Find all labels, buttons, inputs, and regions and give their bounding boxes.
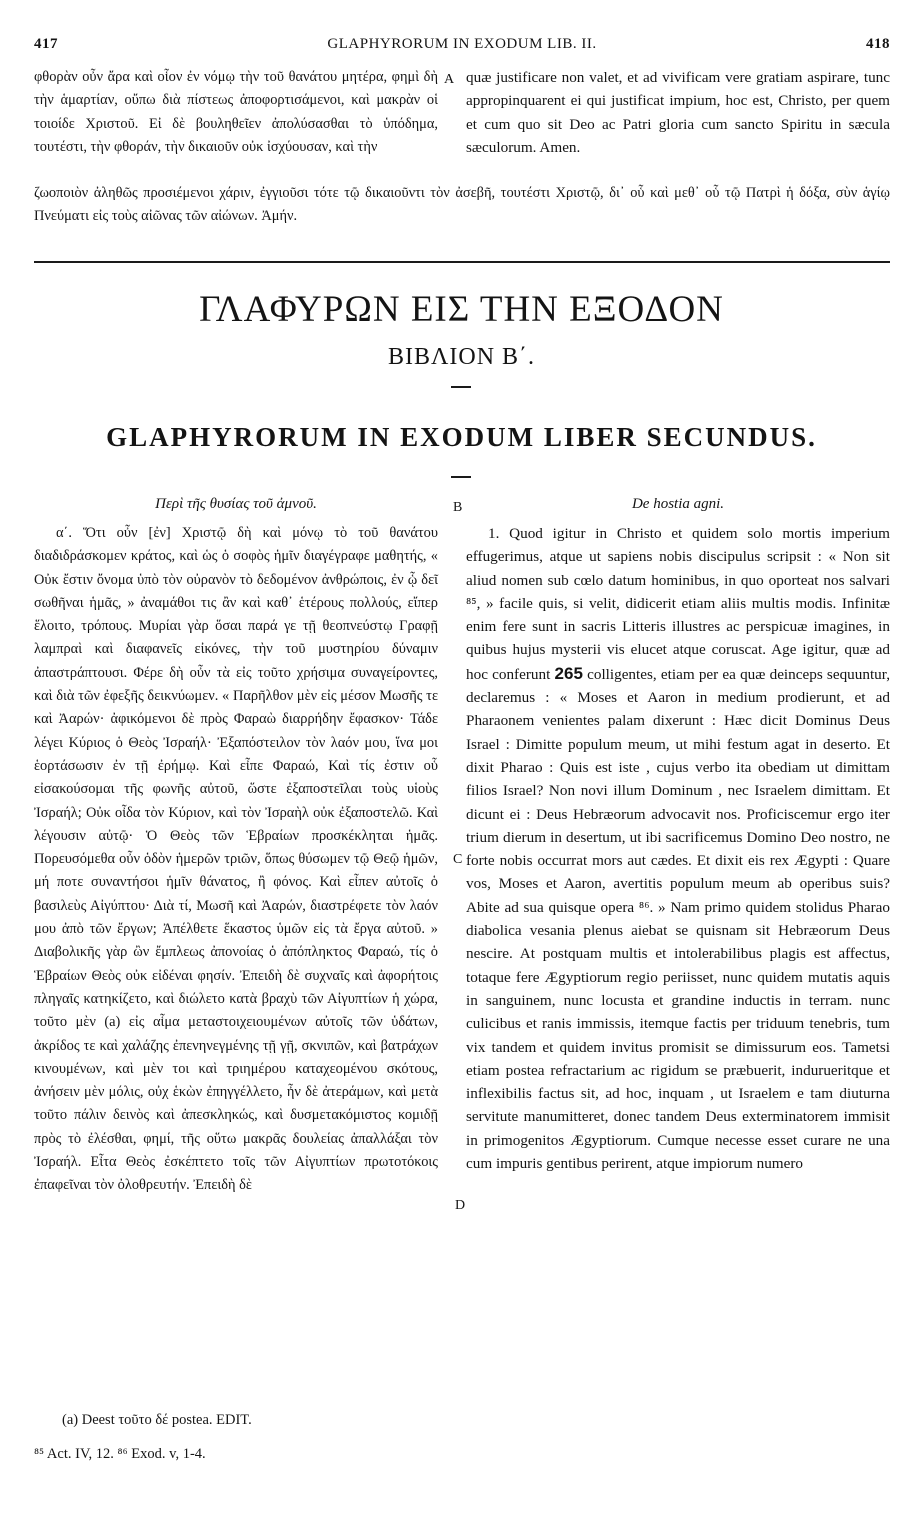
right-page-number: 418 [866,36,890,52]
latin-text-before: 1. Quod igitur in Christo et quidem solo mortis imperium effugerimus, atque ut sapiens nobis discipulus scripsit : « Non sit aliud nomen sub cœlo datum hominibus, in quo oporteat nos salvari ⁸⁵, » facile quis, si velit, didicerit etiam aliis multis modis. Infinitæ enim fere sunt in sacris Litteris illustres ac perspicuæ imagines, in quibus hujus mysterii vis elucet atque coruscat. Age igitur, quæ ad hoc conferunt [466,525,890,683]
greek-book-title: ΒΙΒΛΙΟΝ Β΄. [387,344,536,370]
margin-letter-c: C [453,852,463,867]
left-page-number: 417 [34,36,58,52]
greek-title: ΓΛΑΦΥΡΩΝ ΕΙΣ ΤΗΝ ΕΞΟΔΟΝ [199,289,724,330]
margin-letter-b: B [453,500,463,515]
title-rule-1 [451,386,471,388]
footnote-a: (a) Deest τοῦτο δέ postea. EDIT. [62,1412,252,1428]
column-number-265: 265 [554,663,583,683]
footnote-references: ⁸⁵ Act. IV, 12. ⁸⁶ Exod. v, 1-4. [34,1446,206,1462]
title-rule-2 [451,476,471,478]
latin-body-text [466,522,890,1175]
greek-body-text: α΄. Ὅτι οὖν [ἐν] Χριστῷ δὴ καὶ μόνῳ τὸ τοῦ θανάτου διαδιδράσκομεν κράτος, καὶ ὡς ὁ σοφὸς ἡμῖν διαγέγραφε μαθητής, « Οὐκ ἔστιν ὄνομα ὑπὸ τὸν οὐρανὸν τὸ δεδομένον ἀνθρώποις, ἐν ᾧ δεῖ σωθῆναι ἡμᾶς, » ἀναμάθοι τις ἂν καὶ καθ᾽ ἑτέρους πολλούς, εἴπερ ἕλοιτο, τρόπους. Μυρίαι γὰρ ὅσαι παρά γε τῇ θεοπνεύστῳ Γραφῇ λαμπραὶ καὶ διαφανεῖς εἰκόνες, τὴν τοῦ μυστηρίου δύναμιν ἀπαστράπτουσι. Φέρε δὴ οὖν τὰ εἰς τοῦτο χρήσιμα συναγείροντες, καὶ διὰ τῶν ἐφεξῆς δεικνύωμεν. « Παρῆλθον μὲν εἰς μέσον Μωσῆς τε καὶ Ἀαρών· ἀφικόμενοι δὲ πρὸς Φαραὼ διαρρήδην ἔφασκον· Τάδε λέγει Κύριος ὁ Θεὸς Ἰσραήλ· Ἐξαπόστειλον τὸν λαόν μου, ἵνα μοι ἑορτάσωσιν ἐν τῇ ἐρήμῳ. Καὶ εἶπε Φαραώ, Καὶ τίς ἐστιν οὗ εἰσακούσομαι τῆς φωνῆς αὐτοῦ, ὥστε ἐξαποστεῖλαι τοὺς υἱοὺς Ἰσραήλ; Οὐκ οἶδα τὸν Κύριον, καὶ τὸν Ἰσραὴλ οὐκ ἐξαποστελῶ. Καὶ λέγουσιν αὐτῷ· Ὁ Θεὸς τῶν Ἑβραίων προσκέκληται ἡμᾶς. Πορευσόμεθα οὖν ὁδὸν ἡμερῶν τριῶν, ὅπως θύσωμεν τῷ Θεῷ ἡμῶν, μή ποτε συναντήσοι ἡμῖν θάνατος, ἢ φόνος. Καὶ εἶπεν αὐτοῖς ὁ βασιλεὺς Αἰγύπτου· Διὰ τί, Μωσῆ καὶ Ἀαρών, διαστρέφετε τὸν λαόν μου ἀπὸ τῶν ἔργων; Ἀπέλθετε ἕκαστος ὑμῶν εἰς τὰ ἔργα αὐτοῦ. » Διαβολικῆς γὰρ ὢν ἔμπλεως ἀπονοίας ὁ ἀπόπληκτος Φαραώ, τίς ὁ Ἑβραίων Θεὸς οὐκ εἰδέναι φησίν. Ἐπειδὴ δὲ συχναῖς καὶ ἀφορήτοις πληγαῖς κατηκίζετο, καὶ διώλετο κατὰ βραχὺ τῶν Αἰγυπτίων ἡ χώρα, τοῦτο μὲν (a) εἰς αἷμα μεταστοιχειουμένων αὐτοῖς τῶν ὑδάτων, ἀκρίδος τε καὶ χαλάζης ἐπενηνεγμένης τῇ γῇ, σκνιπῶν, καὶ βατράχων κινουμένων, καὶ μὲν τοι καὶ τριημέρου καταχεομένου σκότους, ἀνήσειν μὲν μόλις, οὐχ ἑκὼν ἐπηγγέλλετο, ἦν δὲ ἀτεράμων, καὶ μετὰ τοῦτο πάλιν δεινὸς καὶ ἀπεσκληκώς, καὶ δυσμετακόμιστος κομιδῇ πρὸς τὸ ἐλέσθαι, φημί, τῆς οὕτω μακρᾶς δουλείας ἀπαλλάξαι τὸν Ἰσραήλ. Εἶτα Θεὸς ἐσκέπτετο τοῖς τῶν Αἰγυπτίων πρωτοτόκοις ἐπαφεῖναι τὸν ὀλοθρευτήν. Ἐπειδὴ δὲ [34,525,438,1194]
top-greek-column: φθορὰν οὖν ἄρα καὶ οἷον ἐν νόμῳ τὴν τοῦ θανάτου μητέρα, φημὶ δὴ τὴν ἁμαρτίαν, οὔπω διὰ πίστεως ἀποφορτισάμενοι, καὶ μακρὰν οἱ τοιοίδε Χριστοῦ. Εἰ δὲ βουληθεῖεν ἀπολύσασθαι τὸ ὑπόδημα, τουτέστι, τὴν φθοράν, τὴν δικαιοῦν οὐκ ἰσχύουσαν, καὶ τὴν [34,69,438,155]
latin-section-heading: De hostia agni. [631,496,725,512]
top-latin-column: quæ justificare non valet, et ad vivificam vere gratiam aspirare, tunc appropinquarent ei qui justificat impium, hoc est, Christo, per quem et cum quo sit Deo ac Patri gloria cum sancto Spiritu in sæcula sæculorum. Amen. [466,69,890,156]
running-head [34,36,890,58]
running-title: GLAPHYRORUM IN EXODUM LIB. II. [327,36,597,52]
latin-title: GLAPHYRORUM IN EXODUM LIBER SECUNDUS. [106,422,817,452]
margin-letter-d: D [455,1198,466,1213]
latin-text-after: colligentes, etiam per ea quæ deinceps sequuntur, declaremus : « Moses et Aaron in medium prodierunt, et ad Pharaonem venientes palam dixerunt : Hæc dicit Dominus Deus Israel : Dimitte populum meum, ut mihi festum agat in deserto. Et dixit Pharao : Quis est iste , cujus verbo ita obediam ut dimittam filios Israel? Non novi illum Dominum , nec Israelem dimittam. Et dicunt ei : Deus Hebræorum advocavit nos. Proficiscemur ergo iter trium dierum in desertum, ut ibi sacrificemus Domino Deo nostro, ne forte nobis occurrat mors aut cædes. Et dixit eis rex Ægypti : Quare vos, Moses et Aaron, avertitis populum meum ab operibus suis? Abite ad sua quisque opera ⁸⁶. » Nam primo quidem stolidus Pharao diabolica vesania plenus aiebat se quisnam sit Hebræorum Deus nescire. At postquam multis et intolerabilibus plagis est affectus, totaque fere Ægyptiorum regio periisset, nunc quidem mutatis aquis in sanguinem, nunc locusta et grandine inductis in terram. nunc culicibus et ranis immissis, itemque factis per triduum tenebris, tum vix tandem et quidem invitus promisit se dimissurum eos. Tametsi etiam postea refractarium ac rigidum se præbuerit, indurueritque et inflexibilis factus sit, ad hoc, inquam , ut Israelem e tam diuturna servitute manumitteret, donec tandem Deus exterminatorem immisit in primogenitos Ægyptiorum. Cumque necesse esset curare ne una cum impuris gentibus perirent, atque impiorum numero [466,665,891,1173]
margin-letter-a: A [444,72,455,87]
greek-section-heading: Περὶ τῆς θυσίας τοῦ ἀμνοῦ. [155,496,317,512]
section-rule [34,261,890,263]
top-greek-wide: ζωοποιὸν ἀληθῶς προσιέμενοι χάριν, ἐγγιοῦσι τότε τῷ δικαιοῦντι τὸν ἀσεβῆ, τουτέστι Χριστῷ, δι᾽ οὗ καὶ μεθ᾽ οὗ τῷ Πατρὶ ἡ δόξα, σὺν ἁγίῳ Πνεύματι εἰς τοὺς αἰῶνας τῶν αἰώνων. Ἀμήν. [34,185,890,225]
